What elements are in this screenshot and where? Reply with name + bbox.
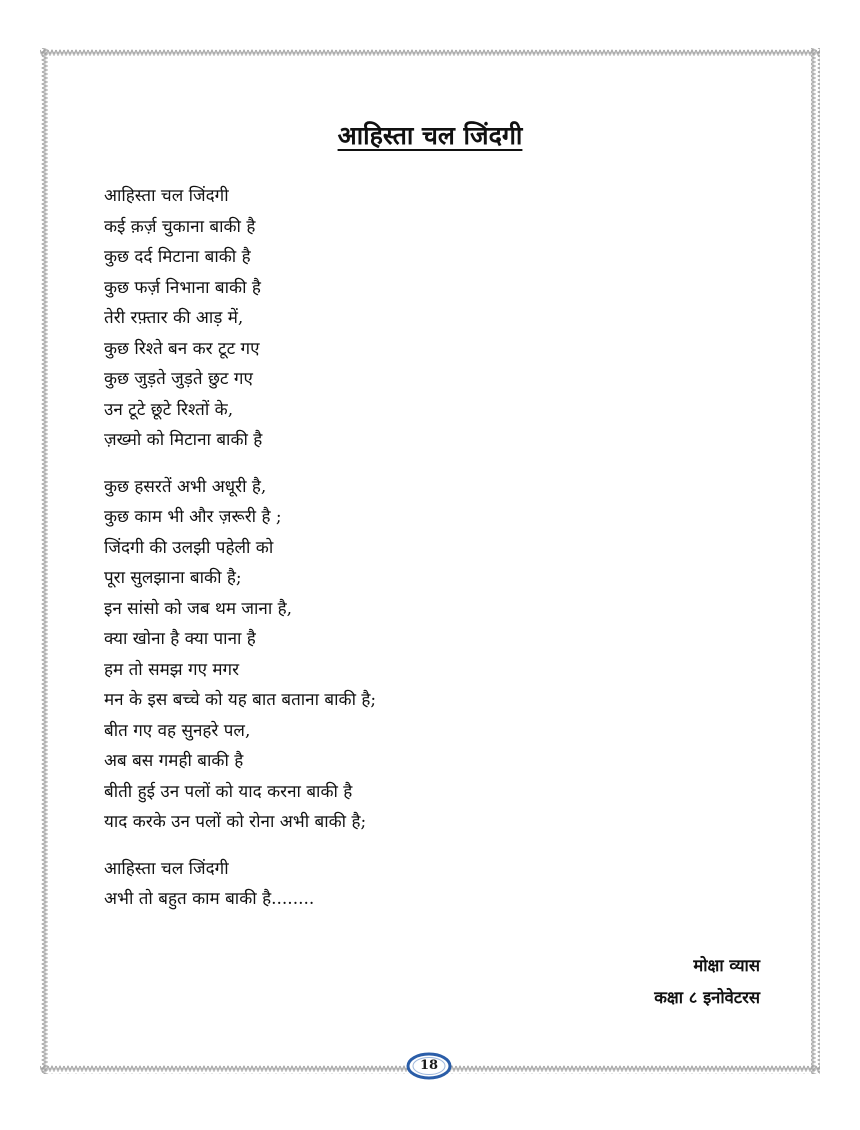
poem-body [104,181,744,915]
poem-line: कई क़र्ज़ चुकाना बाकी है [104,216,256,237]
poem-line: उन टूटे छूटे रिश्तों के, [104,399,234,420]
poem-line: आहिस्ता चल जिंदगी [104,858,229,879]
poem-line: ज़ख्मो को मिटाना बाकी है [104,430,263,450]
poem-line: बीती हुई उन पलों को याद करना बाकी है [104,781,353,802]
page-number-badge [406,1052,452,1080]
poem-line: जिंदगी की उलझी पहेली को [104,537,274,558]
poem-title: आहिस्ता चल जिंदगी [337,121,523,150]
poem-line: पूरा सुलझाना बाकी है; [104,568,242,588]
poem-line: कुछ जुड़ते जुड़ते छुट गए [104,369,253,389]
poem-line: कुछ रिश्ते बन कर टूट गए [104,338,260,359]
poem-line: अभी तो बहुत काम बाकी है........ [104,889,315,909]
poem-line: कुछ दर्द मिटाना बाकी है [104,247,251,267]
poem-line: आहिस्ता चल जिंदगी [104,186,229,206]
poem-line: कुछ हसरतें अभी अधूरी है, [104,476,267,497]
poem-line: हम तो समझ गए मगर [104,659,240,680]
poem-line: बीत गए वह सुनहरे पल, [104,720,251,741]
poem-line: अब बस गमही बाकी है [104,751,244,771]
poem-line: तेरी रफ़्तार की आड़ में, [104,308,244,328]
poem-line: याद करके उन पलों को रोना अभी बाकी है; [104,812,367,832]
poem-line: क्या खोना है क्या पाना है [104,629,256,649]
page-number: 18 [419,1058,439,1073]
stanza-3 [104,854,744,915]
author-block [654,950,760,1014]
author-class: कक्षा ८ इनोवेटरस [654,988,760,1007]
stanza-2 [104,472,744,838]
stanza-1 [104,181,744,456]
poem-line: कुछ काम भी और ज़रूरी है ; [104,507,282,527]
poem-line: इन सांसो को जब थम जाना है, [104,598,293,619]
poem-line: कुछ फर्ज़ निभाना बाकी है [104,277,261,298]
poem-line: मन के इस बच्चे को यह बात बताना बाकी है; [104,690,377,710]
author-name: मोक्षा व्यास [693,956,760,975]
